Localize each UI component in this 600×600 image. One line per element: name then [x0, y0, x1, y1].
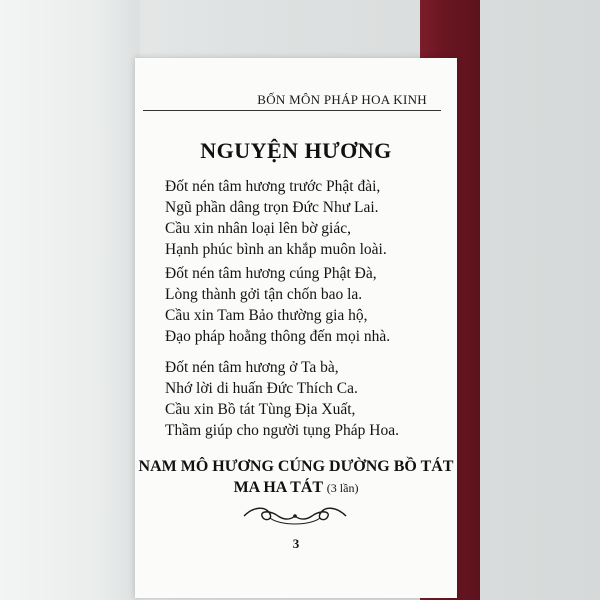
refrain-line-2-text: MA HA TÁT — [233, 479, 323, 496]
book-page — [135, 58, 457, 598]
verse-line: Đốt nén tâm hương cúng Phật Đà, — [165, 265, 377, 282]
stanza-1 — [165, 176, 445, 260]
stanza-3 — [165, 357, 445, 441]
verse-line: Ngũ phần dâng trọn Đức Như Lai. — [165, 199, 379, 216]
verse-line: Hạnh phúc bình an khắp muôn loài. — [165, 241, 387, 258]
decorative-flourish-icon — [240, 504, 350, 528]
verse-line: Nhớ lời di huấn Đức Thích Ca. — [165, 380, 358, 397]
running-header: BỐN MÔN PHÁP HOA KINH — [257, 92, 427, 107]
verse-line: Cầu xin Tam Bảo thường gia hộ, — [165, 307, 368, 324]
refrain-line-2 — [135, 477, 457, 499]
header-rule — [143, 110, 441, 111]
page-number: 3 — [292, 536, 300, 551]
verse-line: Cầu xin Bồ tát Tùng Địa Xuất, — [165, 401, 356, 418]
refrain — [135, 456, 457, 499]
refrain-line-1: NAM MÔ HƯƠNG CÚNG DƯỜNG BỒ TÁT — [138, 458, 454, 475]
verse-line: Đạo pháp hoằng thông đến mọi nhà. — [165, 328, 391, 345]
verse-line: Đốt nén tâm hương trước Phật đài, — [165, 178, 381, 195]
verse-line: Cầu xin nhân loại lên bờ giác, — [165, 220, 351, 237]
verse-line: Thầm giúp cho người tụng Pháp Hoa. — [165, 422, 399, 439]
verse-line: Lòng thành gởi tận chốn bao la. — [165, 286, 363, 303]
repeat-note: (3 lần) — [326, 481, 359, 495]
stanza-2 — [165, 263, 445, 347]
verse-line: Đốt nén tâm hương ở Ta bà, — [165, 359, 339, 376]
page-title: NGUYỆN HƯƠNG — [200, 138, 392, 163]
book-binding — [0, 0, 140, 600]
